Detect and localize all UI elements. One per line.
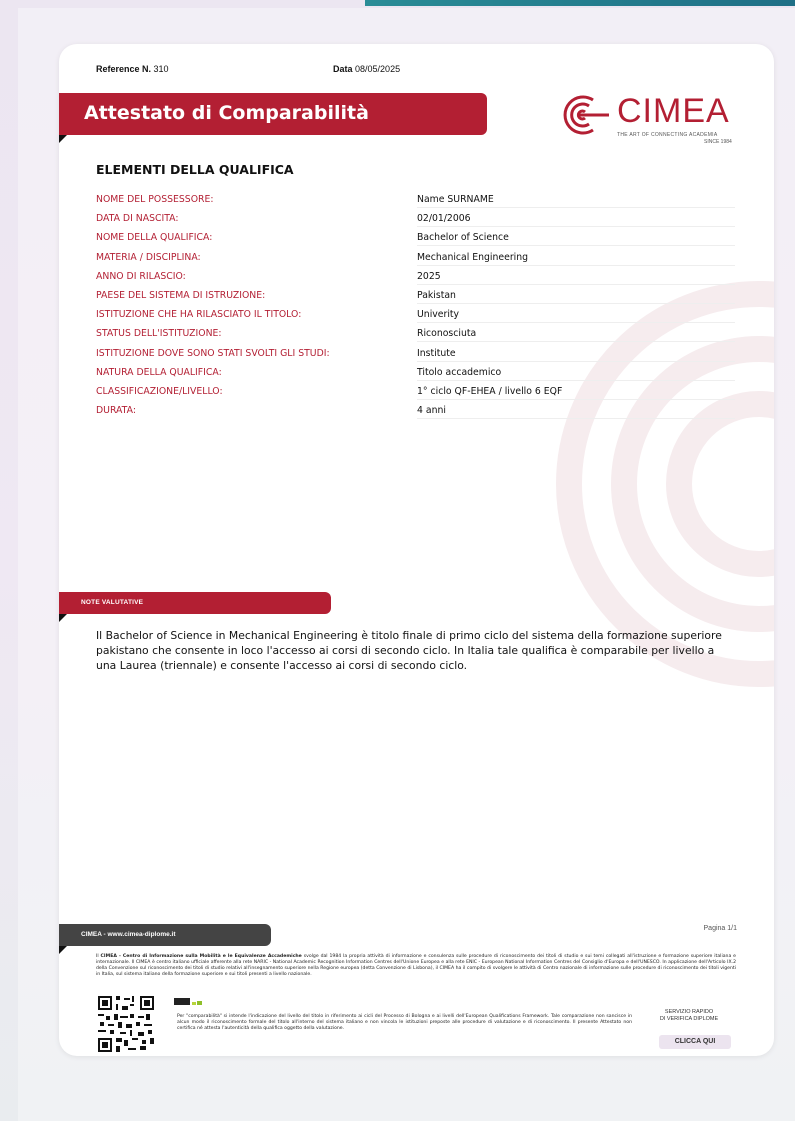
field-value: Riconosciuta — [417, 328, 735, 342]
field-value: Pakistan — [417, 290, 735, 304]
field-value: Institute — [417, 348, 735, 362]
legal-text — [96, 954, 736, 978]
field-label: ANNO DI RILASCIO: — [96, 270, 186, 282]
field-value: Mechanical Engineering — [417, 252, 735, 266]
field-label: MATERIA / DISCIPLINA: — [96, 251, 201, 263]
title-banner — [59, 93, 487, 135]
field-label: NOME DELLA QUALIFICA: — [96, 232, 213, 244]
field-row — [96, 348, 736, 367]
field-row — [96, 405, 736, 424]
footer-banner-corner — [59, 946, 67, 954]
field-value: 4 anni — [417, 405, 735, 419]
date-label: Data — [333, 64, 353, 74]
field-row — [96, 309, 736, 328]
field-row — [96, 290, 736, 309]
field-row — [96, 232, 736, 251]
field-label: CLASSIFICAZIONE/LIVELLO: — [96, 385, 223, 397]
field-value: 1° ciclo QF-EHEA / livello 6 EQF — [417, 386, 735, 400]
field-row — [96, 213, 736, 232]
field-value: 02/01/2006 — [417, 213, 735, 227]
verification-service — [644, 1009, 734, 1023]
footer-site-link[interactable]: CIMEA - www.cimea-diplome.it — [81, 931, 176, 938]
stamp-icon — [174, 997, 216, 1007]
field-value: Name SURNAME — [417, 194, 735, 208]
field-row — [96, 252, 736, 271]
disclaimer-text: Per "comparabilità" si intende l'indicazione del livello del titolo in riferimento ai cicli del Processo di Bologna e ai livelli dell'European Qualifications Framework. Tale comparazione non sancisce in alcun modo il riconoscimento formale del titolo all'interno del sistema italiano e non vincola le istituzioni preposte alle procedure di valutazione e di riconoscimento. Il presente Attestato non certifica né attesta l'autenticità della qualifica oggetto della valutazione. — [177, 1014, 632, 1031]
date-value: 08/05/2025 — [355, 64, 401, 74]
field-row — [96, 386, 736, 405]
notes-banner — [59, 592, 331, 614]
footer-banner — [59, 924, 271, 946]
field-label: DATA DI NASCITA: — [96, 213, 179, 225]
field-label: ISTITUZIONE CHE HA RILASCIATO IL TITOLO: — [96, 309, 302, 321]
cimea-logo — [559, 94, 749, 150]
field-label: ISTITUZIONE DOVE SONO STATI SVOLTI GLI STUDI: — [96, 347, 330, 359]
reference-number — [96, 64, 169, 74]
field-label: NOME DEL POSSESSORE: — [96, 194, 214, 205]
click-here-button[interactable]: CLICCA QUI — [659, 1035, 731, 1049]
field-value: Titolo accademico — [417, 367, 735, 381]
legal-body: svolge dal 1984 la propria attività di informazione e consulenza sulle procedure di riconoscimento dei titoli di studio e sui temi collegati all'istruzione e formazione superiore italiana e internazionale. Il CIMEA è centro italiano ufficiale afferente alla rete NARIC - National Academic Recognition Information Centres dell'Unione Europea e alla rete ENIC - European National Information Centres del Consiglio d'Europa e dell'UNESCO. In applicazione dell'Articolo IX.2 della Convenzione sul riconoscimento dei titoli di studio relativi all'insegnamento superiore nella Regione europea (detta Convenzione di Lisbona), il CIMEA ha il compito di svolgere le attività di Centro nazionale di informazione sulle procedure di riconoscimento dei titoli vigenti in Italia, sul sistema italiano della formazione superiore e sui titoli presenti a livello nazionale. — [96, 954, 737, 977]
legal-org: CIMEA - Centro di Informazione sulla Mobilità e le Equivalenze Accademiche — [100, 954, 302, 959]
cimea-logo-text: CIMEA — [617, 92, 730, 130]
page-title: Attestato di Comparabilità — [84, 102, 369, 124]
notes-text: Il Bachelor of Science in Mechanical Engineering è titolo finale di primo ciclo del sistema della formazione superiore pakistano che consente in loco l'accesso ai corsi di secondo ciclo. In Italia tale qualifica è comparabile per livello a una Laurea (triennale) e consente l'accesso ai corsi di secondo ciclo. — [96, 629, 722, 672]
field-row — [96, 367, 736, 386]
field-label: PAESE DEL SISTEMA DI ISTRUZIONE: — [96, 289, 266, 301]
field-value: Univerity — [417, 309, 735, 323]
notes-heading: NOTE VALUTATIVE — [81, 599, 144, 606]
field-row — [96, 328, 736, 347]
field-value: Bachelor of Science — [417, 232, 735, 246]
section-title: ELEMENTI DELLA QUALIFICA — [96, 162, 294, 177]
reference-value: 310 — [153, 64, 169, 74]
field-row — [96, 271, 736, 290]
field-row — [96, 194, 736, 213]
legal-prefix: Il — [96, 954, 101, 959]
notes-banner-corner — [59, 614, 67, 622]
top-accent-bar — [365, 0, 795, 6]
field-value: 2025 — [417, 271, 735, 285]
certificate-page — [59, 44, 774, 1056]
field-label: NATURA DELLA QUALIFICA: — [96, 366, 222, 378]
qualification-fields — [96, 194, 736, 424]
cimea-logo-since: SINCE 1984 — [704, 139, 732, 145]
field-label: STATUS DELL'ISTITUZIONE: — [96, 328, 222, 340]
field-label: DURATA: — [96, 405, 136, 417]
cimea-logo-tagline: THE ART OF CONNECTING ACADEMIA — [617, 132, 718, 138]
page-number: Pagina 1/1 — [703, 925, 737, 932]
service-line-2: DI VERIFICA DIPLOME — [659, 1016, 719, 1022]
title-banner-corner — [59, 135, 67, 143]
document-date — [333, 64, 400, 74]
service-line-1: SERVIZIO RAPIDO — [664, 1009, 714, 1015]
qr-code[interactable] — [96, 994, 156, 1054]
reference-label: Reference N. — [96, 64, 152, 74]
cimea-logo-icon — [559, 94, 611, 136]
